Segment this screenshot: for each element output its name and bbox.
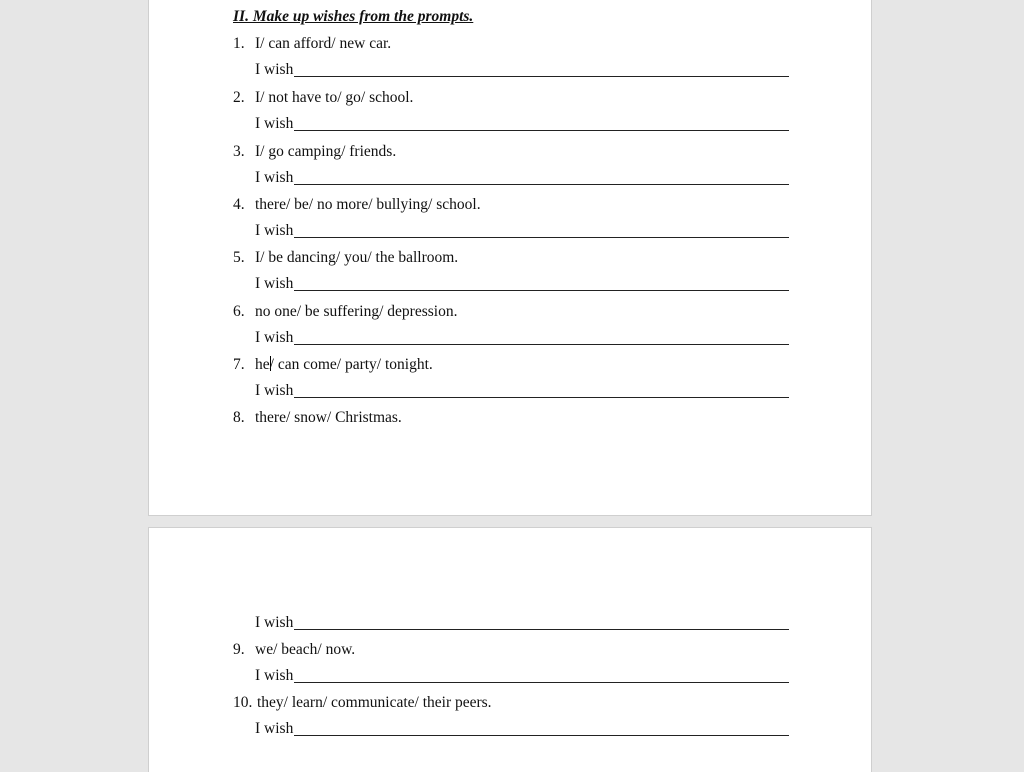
answer-blank[interactable] [294,682,789,683]
prompt-number: 4. [233,196,245,213]
prompt-text[interactable] [255,356,433,374]
prompt-text: we/ beach/ now. [255,641,356,658]
document-page-1[interactable] [148,0,872,516]
prompt-number: 2. [233,89,245,106]
wish-answer-line[interactable] [255,327,789,347]
answer-blank[interactable] [294,130,789,131]
wish-label: I wish [255,382,294,399]
wish-answer-line[interactable] [255,380,789,400]
wish-label: I wish [255,614,294,631]
prompt-text: there/ snow/ Christmas. [255,409,402,426]
prompt-number: 3. [233,143,245,160]
prompt-text: they/ learn/ communicate/ their peers. [257,694,492,711]
wish-answer-line[interactable] [255,167,789,187]
wish-answer-line[interactable] [255,612,789,632]
exercise-heading: II. Make up wishes from the prompts. [233,8,474,25]
wish-answer-line[interactable] [255,220,789,240]
wish-label: I wish [255,169,294,186]
prompt-text: I/ not have to/ go/ school. [255,89,414,106]
prompt-number: 6. [233,303,245,320]
prompt-number: 5. [233,249,245,266]
answer-blank[interactable] [294,397,789,398]
answer-blank[interactable] [294,344,789,345]
wish-answer-line[interactable] [255,59,789,79]
wish-label: I wish [255,720,294,737]
prompt-number: 9. [233,641,245,658]
prompt-text-after-caret: / can come/ party/ tonight. [269,356,433,373]
answer-blank[interactable] [294,735,789,736]
prompt-text: I/ be dancing/ you/ the ballroom. [255,249,459,266]
wish-label: I wish [255,115,294,132]
wish-label: I wish [255,329,294,346]
prompt-text: I/ can afford/ new car. [255,35,392,52]
answer-blank[interactable] [294,237,789,238]
wish-answer-line[interactable] [255,665,789,685]
answer-blank[interactable] [294,290,789,291]
prompt-text-before-caret: he [255,356,270,373]
wish-answer-line[interactable] [255,273,789,293]
wish-answer-line[interactable] [255,113,789,133]
prompt-text: there/ be/ no more/ bullying/ school. [255,196,481,213]
wish-label: I wish [255,222,294,239]
prompt-number: 7. [233,356,245,373]
wish-label: I wish [255,61,294,78]
wish-answer-line[interactable] [255,718,789,738]
wish-label: I wish [255,275,294,292]
prompt-text: no one/ be suffering/ depression. [255,303,458,320]
prompt-number: 1. [233,35,245,52]
document-page-2[interactable] [148,527,872,772]
answer-blank[interactable] [294,76,789,77]
prompt-number: 8. [233,409,245,426]
prompt-text: I/ go camping/ friends. [255,143,397,160]
answer-blank[interactable] [294,184,789,185]
wish-label: I wish [255,667,294,684]
prompt-number: 10. [233,694,253,711]
answer-blank[interactable] [294,629,789,630]
